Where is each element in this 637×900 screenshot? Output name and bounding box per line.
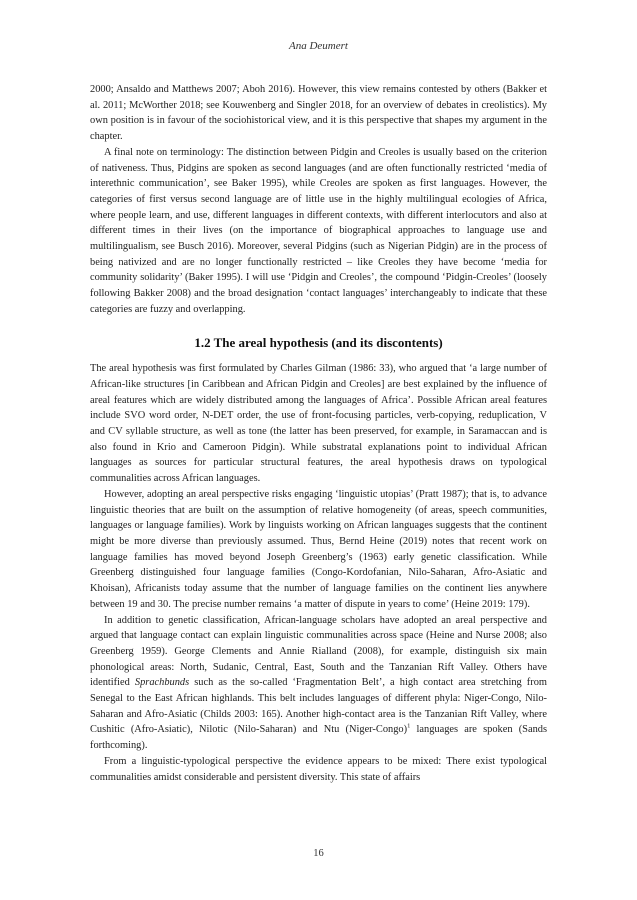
paragraph-5-text-a: In addition to genetic classification, African-language scholars have adopted an areal perspective and argued that language contact can explain linguistic communalities across space (Heine and Nurse 2008; also Greenberg 1959). George Clements and Annie Rialland (2008), for example, distinguish six main phonological areas: North, Sudanic, Central, East, South and the Tanzanian Rift Valley. Others have identified: [90, 614, 547, 689]
section-heading: 1.2 The areal hypothesis (and its discontents): [194, 334, 443, 350]
paragraph-2: A final note on terminology: The distinction between Pidgin and Creoles is usually based on the criterion of nativeness. Thus, Pidgins are spoken as second languages (and are often functionally restricted ‘media of interethnic communication’, see Baker 1995), while Creoles are spoken as first languages. However, the categories of first versus second language are of little use in the highly multilingual ecologies of Africa, where people learn, and use, different languages in different contexts, with different interlocutors and also at different times in their lives (on the importance of biographical approaches to language use and multilingualism, see Busch 2016). Moreover, several Pidgins (such as Nigerian Pidgin) are in the process of being nativized and are no longer functionally restricted – like Creoles they have become ‘media for community solidarity’ (Baker 1995). I will use ‘Pidgin and Creoles’, the compound ‘Pidgin-Creoles’ (loosely following Bakker 2008) and the broad designation ‘contact languages’ interchangeably to indicate that these categories are fuzzy and overlapping.: [90, 146, 547, 315]
paragraph-3: The areal hypothesis was first formulated by Charles Gilman (1986: 33), who argued that ‘a large number of African-like structures [in Caribbean and African Pidgin and Creoles] are best explained by the influence of areal features which are widely distributed among the languages of Africa’. Possible African areal features include SVO word order, N-DET order, the use of front-focusing particles, verb-copying, reduplication, V and CV syllable structure, as well as tone (the latter has been preserved, for example, in Saramaccan and is also found in Krio and Cameroon Pidgin). While substratal explanations point to individual African languages as sources for particular structural features, the areal hypothesis draws on typological communalities across African languages.: [90, 363, 547, 485]
paragraph-4: However, adopting an areal perspective risks engaging ‘linguistic utopias’ (Pratt 1987); that is, to advance linguistic theories that are built on the assumption of relative homogeneity (of areas, speech communities, languages or language families). Work by linguists working on African languages suggests that the continent might be more diverse than previously assumed. Thus, Bernd Heine (2019) notes that recent work on language families has moved beyond Joseph Greenberg’s (1963) early genetic classification. While Greenberg distinguished four language families (Congo-Kordofanian, Nilo-Saharan, Afro-Asiatic and Khoisan), Africanists today assume that the number of language families on the continent lies anywhere between 19 and 30. The precise number remains ‘a matter of dispute in years to come’ (Heine 2019: 179).: [90, 488, 547, 610]
paragraph-6: From a linguistic-typological perspective the evidence appears to be mixed: There exist typological communalities amidst considerable and persistent diversity. This state of affairs: [90, 755, 547, 783]
footnote-marker[interactable]: 1: [407, 722, 411, 730]
sprachbunds-term: Sprachbunds: [134, 677, 190, 689]
body-text: [90, 82, 547, 785]
paragraph-5-text-c: languages are spoken (Sands forthcoming).: [90, 724, 548, 752]
paragraph-5-text-b: such as the so-called ‘Fragmentation Belt’, a high contact area stretching from Senegal to the East African highlands. This belt includes languages of different phyla: Niger-Congo, Nilo-Saharan and Afro-Asiatic (Childs 2003: 165). Another high-contact area is the Tanzanian Rift Valley, where Cushitic (Afro-Asiatic), Nilotic (Nilo-Saharan) and Ntu (Niger-Congo): [90, 677, 547, 736]
running-head: Ana Deumert: [289, 40, 348, 52]
paragraph-1: 2000; Ansaldo and Matthews 2007; Aboh 2016). However, this view remains contested by others (Bakker et al. 2011; McWorther 2018; see Kouwenberg and Singler 2018, for an overview of debates in creolistics). My own position is in favour of the sociohistorical view, and it is this perspective that shapes my argument in the chapter.: [90, 84, 547, 143]
paragraph-5: [90, 613, 547, 754]
page-number: 16: [313, 848, 324, 859]
